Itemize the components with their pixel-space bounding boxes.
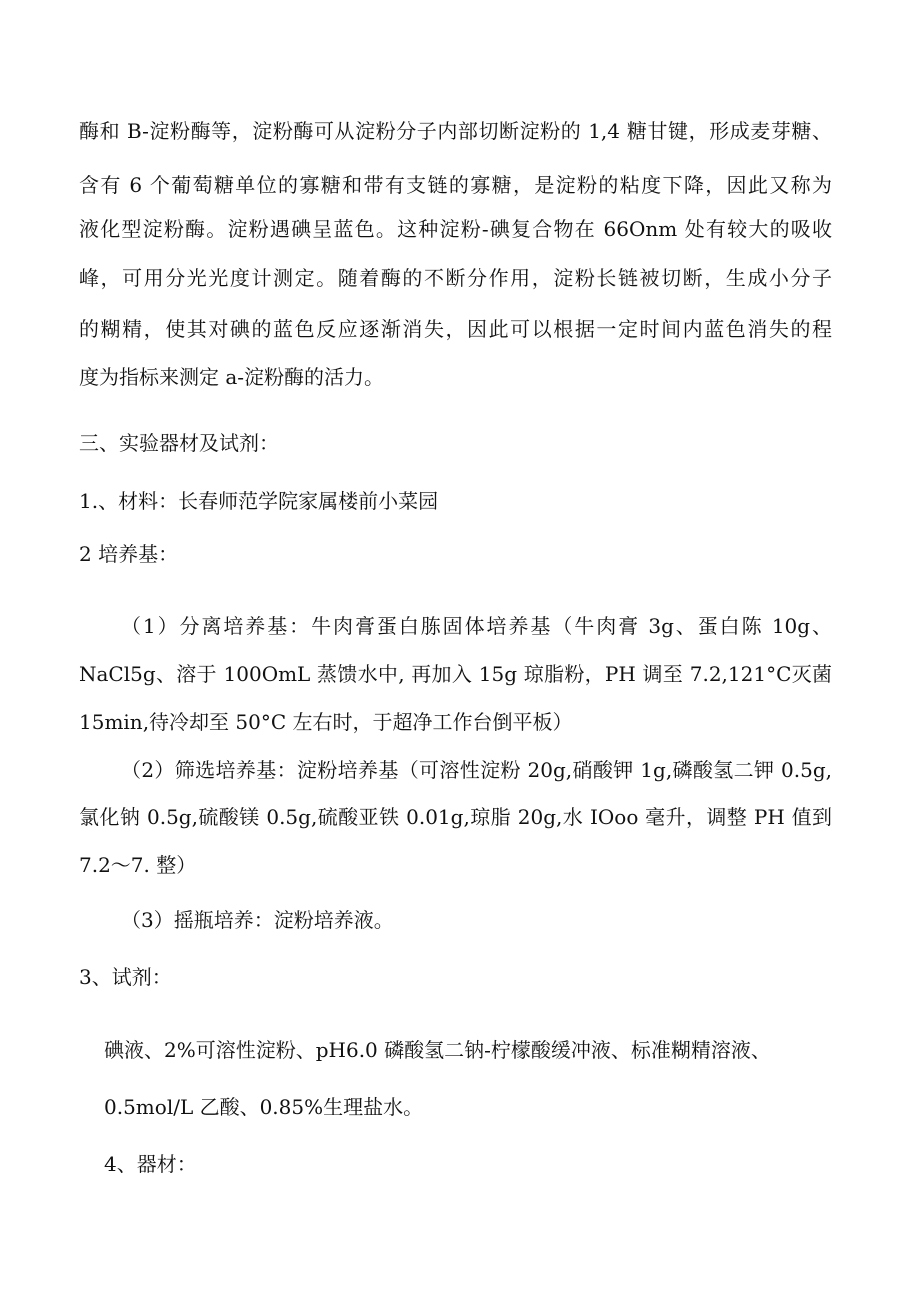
intro-line-5: 的糊精，使其对碘的蓝色反应逐渐消失，因此可以根据一定时间内蓝色消失的程 (79, 317, 832, 341)
media-heading: 2 培养基： (79, 542, 179, 566)
media1-line-3: 15min,待冷却至 50°C 左右时，于超净工作台倒平板） (79, 710, 573, 734)
materials-line: 1.、材料：长春师范学院家属楼前小菜园 (79, 489, 439, 513)
intro-line-2: 含有 6 个葡萄糖单位的寡糖和带有支链的寡糖，是淀粉的粘度下降，因此又称为 (79, 173, 832, 197)
reagents-line-1: 碘液、2%可溶性淀粉、pH6.0 磷酸氢二钠-柠檬酸缓冲液、标准糊精溶液、 (104, 1038, 771, 1062)
section-heading: 三、实验器材及试剂： (79, 431, 279, 455)
intro-line-6: 度为指标来测定 a-淀粉酶的活力。 (79, 365, 385, 389)
intro-line-1: 酶和 B-淀粉酶等，淀粉酶可从淀粉分子内部切断淀粉的 1,4 糖甘键，形成麦芽糖、 (79, 119, 832, 143)
reagents-heading: 3、试剂： (79, 965, 172, 989)
media2-line-1: （2）筛选培养基：淀粉培养基（可溶性淀粉 20g,硝酸钾 1g,磷酸氢二钾 0.5g, (121, 758, 832, 782)
media2-line-2: 氯化钠 0.5g,硫酸镁 0.5g,硫酸亚铁 0.01g,琼脂 20g,水 IOoo 毫升，调整 PH 值到 (79, 805, 832, 829)
media1-line-1: （1）分离培养基：牛肉膏蛋白胨固体培养基（牛肉膏 3g、蛋白陈 10g、 (121, 614, 832, 638)
media2-line-3: 7.2～7. 整） (79, 853, 197, 877)
reagents-line-2: 0.5mol/L 乙酸、0.85%生理盐水。 (104, 1095, 424, 1119)
equipment-heading: 4、器材： (104, 1152, 197, 1176)
intro-line-4: 峰，可用分光光度计测定。随着酶的不断分作用，淀粉长链被切断，生成小分子 (79, 266, 832, 290)
media1-line-2: NaCl5g、溶于 100OmL 蒸馈水中, 再加入 15g 琼脂粉，PH 调至 7.2,121°C灭菌 (79, 662, 832, 686)
intro-line-3: 液化型淀粉酶。淀粉遇碘呈蓝色。这种淀粉-碘复合物在 66Onm 处有较大的吸收 (79, 217, 832, 241)
media3-line: （3）摇瓶培养：淀粉培养液。 (121, 908, 394, 932)
